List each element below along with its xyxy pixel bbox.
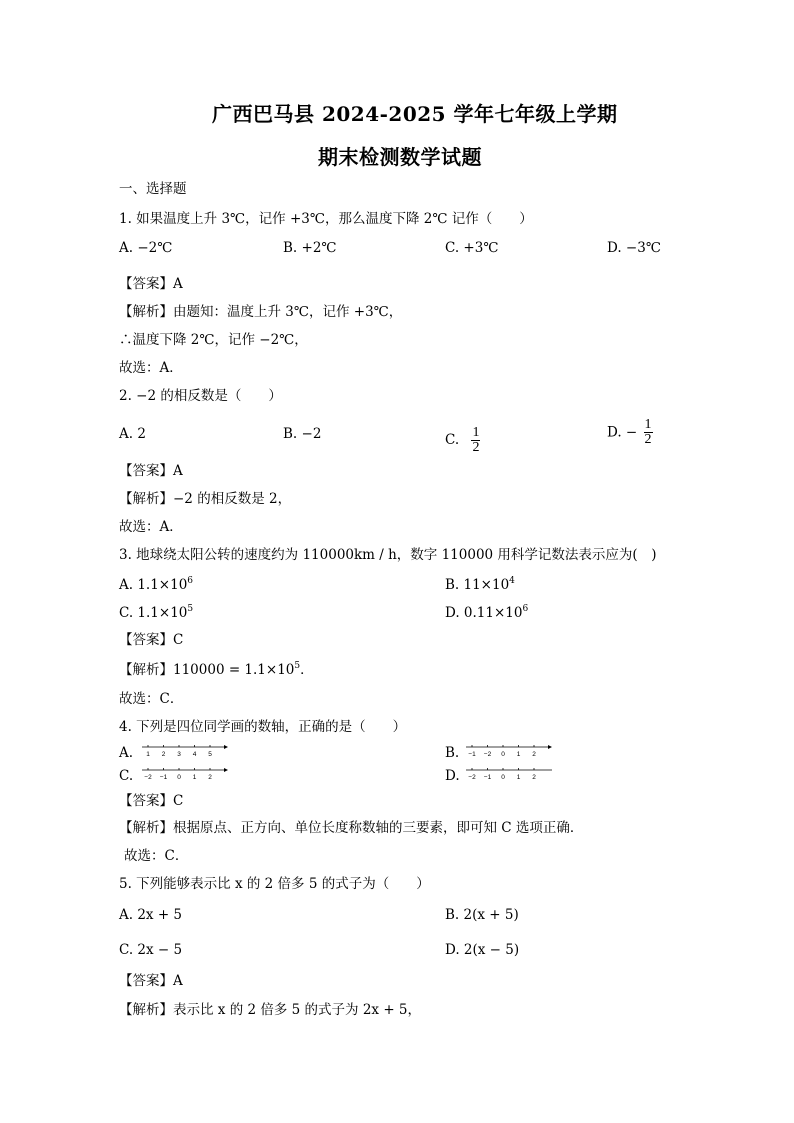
q3-analysis-end: ． — [300, 662, 314, 678]
axis-tick-label: 1 — [146, 751, 150, 758]
q1-option-d: D. −3℃ — [607, 240, 661, 256]
axis-tick-label: 0 — [501, 751, 505, 758]
q2-option-c-fraction — [471, 426, 480, 455]
q5-analysis: 【解析】表示比 x 的 2 倍多 5 的式子为 2x + 5， — [119, 1002, 422, 1018]
q1-choose: 故选：A． — [119, 360, 183, 376]
fraction-denominator: 2 — [644, 432, 652, 447]
axis-tick-label: 2 — [208, 774, 212, 781]
fraction-numerator: 1 — [472, 425, 480, 440]
number-line-graphic — [464, 742, 554, 758]
axis-tick-label: 0 — [501, 774, 505, 781]
q4-option-c-label: C. — [119, 768, 134, 784]
axis-tick-label: 0 — [177, 774, 181, 781]
title-line-1: 广西巴马县 2024-2025 学年七年级上学期 — [212, 102, 618, 126]
q4-answer: 【答案】C — [119, 793, 184, 809]
q1-stem: 1. 如果温度上升 3℃，记作 +3℃，那么温度下降 2℃ 记作（ ） — [119, 211, 533, 227]
q4-option-c-number-line — [140, 765, 230, 781]
q3-option-c-exponent: 5 — [187, 604, 194, 614]
q1-analysis-1: 【解析】由题知：温度上升 3℃，记作 +3℃， — [119, 304, 403, 320]
q4-analysis: 【解析】根据原点、正方向、单位长度称数轴的三要素，即可知 C 选项正确． — [119, 820, 584, 836]
q2-option-c — [445, 426, 480, 455]
q3-option-c-base: C. 1.1×10 — [119, 605, 188, 621]
axis-tick-label: 1 — [192, 774, 197, 781]
q3-choose: 故选：C． — [119, 691, 184, 707]
q1-option-a: A. −2℃ — [119, 240, 173, 256]
q3-option-b-exponent: 4 — [509, 576, 515, 586]
q3-option-a-exponent: 6 — [187, 576, 194, 586]
q1-answer: 【答案】A — [119, 276, 183, 292]
q3-option-a-base: A. 1.1×10 — [119, 577, 188, 593]
axis-tick-label: −1 — [483, 774, 492, 781]
q4-option-d-label: D. — [445, 768, 460, 784]
title-line-2: 期末检测数学试题 — [318, 145, 482, 169]
q3-analysis-text: 【解析】110000 = 1.1×10 — [119, 662, 295, 678]
axis-arrow — [548, 745, 552, 749]
q3-option-d-base: D. 0.11×10 — [445, 605, 523, 621]
q1-analysis-2: ∴温度下降 2℃，记作 −2℃， — [119, 332, 308, 348]
axis-arrow — [224, 768, 228, 772]
q2-option-d-label: D. − — [607, 424, 638, 441]
q4-option-b-label: B. — [445, 745, 460, 761]
q4-option-a-number-line — [140, 742, 230, 758]
q3-option-b — [445, 577, 515, 593]
q3-option-b-base: B. 11×10 — [445, 577, 510, 593]
q2-analysis: 【解析】−2 的相反数是 2， — [119, 491, 292, 507]
axis-tick-label: −1 — [159, 774, 168, 781]
q5-option-d: D. 2(x − 5) — [445, 942, 520, 958]
q2-option-d-fraction — [644, 418, 653, 447]
q2-option-b: B. −2 — [283, 426, 322, 442]
q1-option-b: B. +2℃ — [283, 240, 337, 256]
q4-stem: 4. 下列是四位同学画的数轴，正确的是（ ） — [119, 719, 407, 735]
q2-option-a: A. 2 — [119, 426, 146, 442]
axis-tick-label: −1 — [468, 751, 476, 758]
axis-tick-label: 4 — [192, 751, 197, 758]
axis-tick-label: 5 — [208, 751, 212, 758]
axis-arrow — [224, 745, 228, 749]
q2-option-c-label: C. — [445, 432, 460, 448]
axis-tick-label: 1 — [516, 774, 521, 781]
axis-tick-label: 2 — [532, 774, 536, 781]
axis-tick-label: 1 — [516, 751, 521, 758]
axis-tick-label: −2 — [483, 751, 492, 758]
number-line-graphic — [140, 742, 230, 758]
axis-tick-label: 2 — [161, 751, 166, 758]
q2-option-d — [607, 418, 653, 447]
q3-option-d — [445, 605, 528, 621]
axis-tick-label: −2 — [468, 774, 476, 781]
q2-answer: 【答案】A — [119, 463, 183, 479]
q3-option-a — [119, 577, 193, 593]
q4-option-b-number-line — [464, 742, 554, 758]
q3-answer: 【答案】C — [119, 632, 184, 648]
q4-option-a-label: A. — [119, 745, 134, 761]
number-line-graphic — [140, 765, 230, 781]
axis-tick-label: 2 — [532, 751, 536, 758]
q5-option-c: C. 2x − 5 — [119, 942, 183, 958]
axis-tick-label: −2 — [144, 774, 152, 781]
q3-analysis — [119, 662, 314, 678]
q2-stem: 2. −2 的相反数是（ ） — [119, 388, 282, 404]
q3-option-c — [119, 605, 193, 621]
q4-choose: 故选：C． — [124, 848, 189, 864]
q5-option-a: A. 2x + 5 — [119, 907, 183, 923]
q3-stem: 3. 地球绕太阳公转的速度约为 110000km / h，数字 110000 用科学记数法表示应为( ) — [119, 547, 657, 563]
number-line-graphic — [464, 765, 554, 781]
q3-option-d-exponent: 6 — [522, 604, 529, 614]
fraction-numerator: 1 — [644, 417, 652, 432]
section-heading: 一、选择题 — [119, 181, 187, 197]
q5-answer: 【答案】A — [119, 973, 183, 989]
q2-choose: 故选：A． — [119, 519, 183, 535]
q3-analysis-exponent: 5 — [294, 661, 301, 671]
q5-stem: 5. 下列能够表示比 x 的 2 倍多 5 的式子为（ ） — [119, 876, 430, 892]
fraction-denominator: 2 — [472, 440, 480, 455]
q5-option-b: B. 2(x + 5) — [445, 907, 519, 923]
q1-option-c: C. +3℃ — [445, 240, 499, 256]
axis-tick-label: 3 — [177, 751, 181, 758]
q4-option-d-number-line — [464, 765, 554, 781]
